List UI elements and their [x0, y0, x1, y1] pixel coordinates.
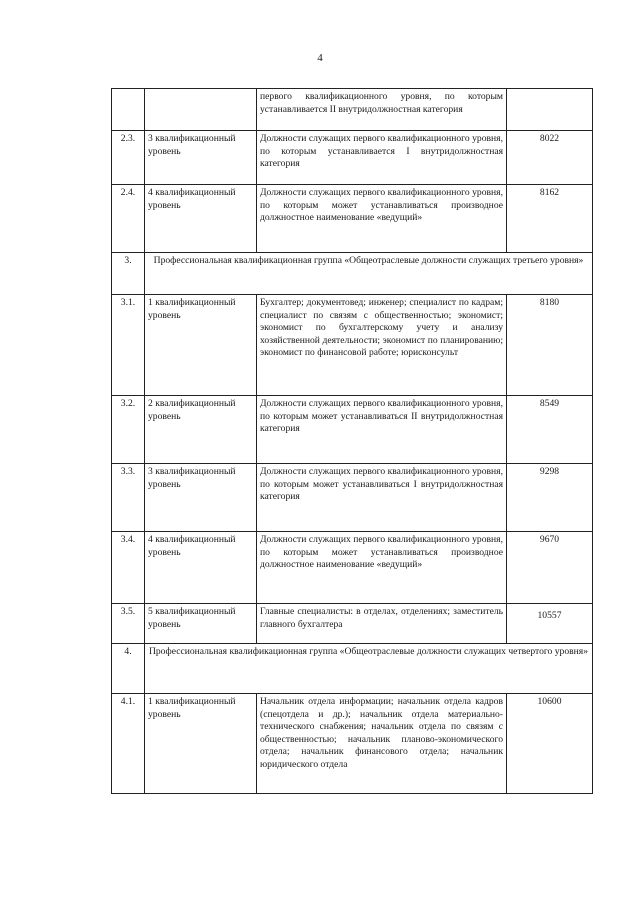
- position-description: Должности служащих первого квалификационного уровня, по которым устанавливается I внутридолжностная категория: [257, 131, 507, 185]
- table-row: [112, 694, 593, 794]
- qualification-level: 3 квалификационный уровень: [145, 131, 257, 185]
- salary-value: 8162: [507, 185, 593, 253]
- table-row: [112, 131, 593, 185]
- salary-value: 8549: [507, 396, 593, 464]
- position-description: Должности служащих первого квалификационного уровня, по которым может устанавливаться II внутридолжностная категория: [257, 396, 507, 464]
- group-header-row: [112, 644, 593, 694]
- salary-value: 10557: [507, 604, 593, 644]
- row-number: 3.5.: [112, 604, 145, 644]
- row-number: 4.1.: [112, 694, 145, 794]
- qualification-level: 3 квалификационный уровень: [145, 464, 257, 532]
- qualification-level: 4 квалификационный уровень: [145, 185, 257, 253]
- qualification-level: 5 квалификационный уровень: [145, 604, 257, 644]
- position-description: Должности служащих первого квалификационного уровня, по которым может устанавливаться производное должностное наименование «ведущий»: [257, 532, 507, 604]
- group-title: Профессиональная квалификационная группа «Общеотраслевые должности служащих третьего уровня»: [145, 253, 593, 295]
- row-number: 3.4.: [112, 532, 145, 604]
- qualification-level: 1 квалификационный уровень: [145, 295, 257, 396]
- salary-table: [111, 88, 593, 794]
- salary-value: 8022: [507, 131, 593, 185]
- page-number: 4: [317, 52, 323, 64]
- group-number: 3.: [112, 253, 145, 295]
- position-description: Должности служащих первого квалификационного уровня, по которым может устанавливаться I внутридолжностная категория: [257, 464, 507, 532]
- position-description: Начальник отдела информации; начальник отдела кадров (спецотдела и др.); начальник отдела материально-технического снабжения; начальник отдела по связям с общественностью; начальник планово-экономического отдела; начальник финансового отдела; начальник юридического отдела: [257, 694, 507, 794]
- qualification-level: 2 квалификационный уровень: [145, 396, 257, 464]
- table-row: [112, 532, 593, 604]
- salary-value: 10600: [507, 694, 593, 794]
- row-number: 3.2.: [112, 396, 145, 464]
- position-description: Бухгалтер; документовед; инженер; специалист по кадрам; специалист по связям с общественностью; экономист; экономист по бухгалтерскому учету и анализу хозяйственной деятельности; экономист по планированию; экономист по финансовой работе; юрисконсульт: [257, 295, 507, 396]
- salary-value: 9298: [507, 464, 593, 532]
- row-number: 3.3.: [112, 464, 145, 532]
- table-row: [112, 89, 593, 131]
- salary-value: 8180: [507, 295, 593, 396]
- group-number: 4.: [112, 644, 145, 694]
- table-row: [112, 396, 593, 464]
- table-row: [112, 464, 593, 532]
- group-header-row: [112, 253, 593, 295]
- table-row: [112, 295, 593, 396]
- group-title: Профессиональная квалификационная группа «Общеотраслевые должности служащих четвертого уровня»: [145, 644, 593, 694]
- qualification-level: 1 квалификационный уровень: [145, 694, 257, 794]
- qualification-level: 4 квалификационный уровень: [145, 532, 257, 604]
- qualification-level: [145, 89, 257, 131]
- position-description: Главные специалисты: в отделах, отделениях; заместитель главного бухгалтера: [257, 604, 507, 644]
- position-description: Должности служащих первого квалификационного уровня, по которым может устанавливаться производное должностное наименование «ведущий»: [257, 185, 507, 253]
- row-number: 2.4.: [112, 185, 145, 253]
- salary-value: 9670: [507, 532, 593, 604]
- salary-value: [507, 89, 593, 131]
- row-number: 2.3.: [112, 131, 145, 185]
- row-number: 3.1.: [112, 295, 145, 396]
- position-description: первого квалификационного уровня, по которым устанавливается II внутридолжностная категория: [257, 89, 507, 131]
- table-row: [112, 604, 593, 644]
- table-row: [112, 185, 593, 253]
- row-number: [112, 89, 145, 131]
